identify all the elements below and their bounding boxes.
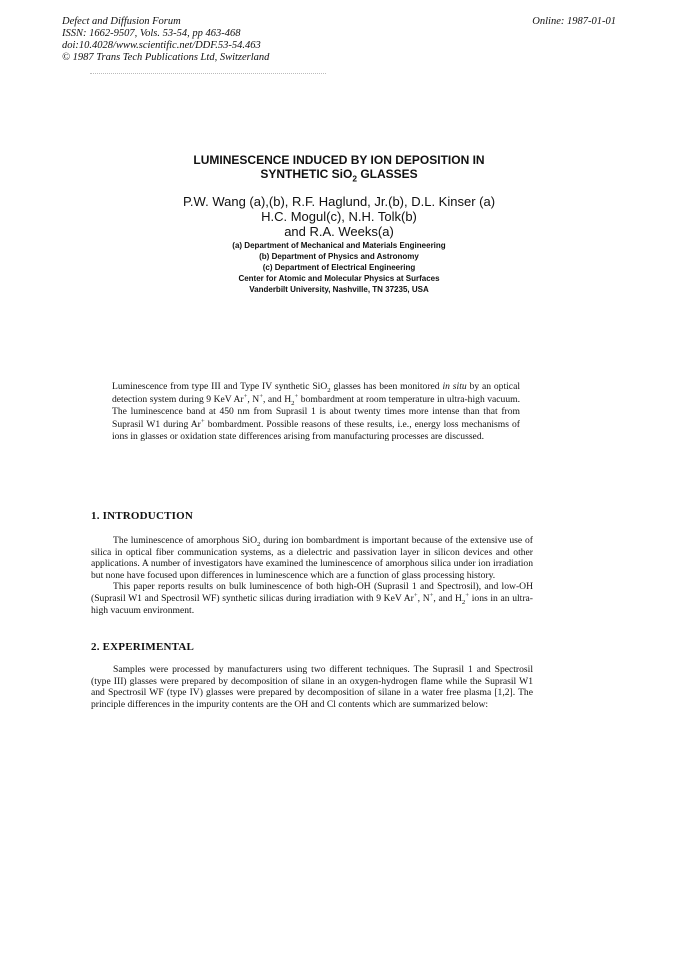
abstract-text-2: glasses has been monitored [330,381,443,392]
title-text-b: GLASSES [357,167,418,181]
abstract-text-4: , N [247,393,260,405]
doi-line[interactable]: doi:10.4028/www.scientific.net/DDF.53-54.463 [62,40,261,51]
intro-sub-2: 2 [461,598,466,606]
affiliation-a: (a) Department of Mechanical and Materials Engineering [232,241,446,250]
scan-artifact-divider [90,73,326,75]
intro-sup-2: + [429,591,434,599]
title-subscript: 2 [352,173,357,184]
intro-sup-3: + [465,591,470,599]
affiliation-university: Vanderbilt University, Nashville, TN 37235, USA [249,285,429,294]
affiliations [0,240,678,295]
abstract-paragraph [112,381,520,444]
paper-title-line-1: LUMINESCENCE INDUCED BY ION DEPOSITION IN [193,153,485,167]
affiliation-c: (c) Department of Electrical Engineering [262,263,416,272]
abstract-sup-3: + [294,392,299,400]
abstract-sup-2: + [259,392,263,400]
experimental-body [91,664,533,710]
intro-sup-1: + [413,591,418,599]
journal-header [62,16,269,64]
authors-line-1: P.W. Wang (a),(b), R.F. Haglund, Jr.(b), D.L. Kinser (a) [182,194,496,209]
abstract-italic: in situ [442,381,467,392]
intro-text-2a: This paper reports results on bulk luminescence of both high-OH (Suprasil 1 and Spectrosil), and low-OH (Suprasil W1 and Spectrosil WF) synthetic silicas during irradiation with 9 KeV Ar [91,581,533,604]
intro-text-2c: , and H [433,592,462,604]
journal-name: Defect and Diffusion Forum [62,16,181,27]
abstract-sub-1: 2 [327,386,331,394]
abstract-text-7: bombardment. Possible reasons of these results, i.e., energy loss mechanisms of ions in glasses or oxidation state differences arising from manufacturing processes are discussed. [112,418,521,443]
online-date: Online: 1987-01-01 [532,16,616,27]
introduction-body [91,535,533,616]
copyright-line: © 1987 Trans Tech Publications Ltd, Switzerland [62,52,270,63]
intro-text-2b: , N [417,592,430,604]
abstract-text-6: bombardment at room temperature in ultra-high vacuum. The luminescence band at 450 nm from Suprasil 1 is about twenty times more intense than that from Suprasil W1 during Ar [112,393,520,430]
intro-text-2d: ions in an ultra-high vacuum environment. [91,592,533,616]
title-text-a: SYNTHETIC SiO [260,167,353,181]
issn-line: ISSN: 1662-9507, Vols. 53-54, pp 463-468 [62,28,241,39]
intro-paragraph-2 [91,581,533,616]
section-heading-introduction: 1. INTRODUCTION [91,510,194,522]
intro-text-1b: during ion bombardment is important because of the extensive use of silica in optical fiber communication systems, as a dielectric and passivation layer in silicon devices and other applications. A number of investigators have examined the luminescence of amorphous silica under ion irradiation but none have focused upon differences in luminescence which are a function of glass processing history. [91,535,533,581]
paper-title-line-2 [0,167,678,184]
intro-paragraph-1 [91,535,533,581]
intro-sub-1: 2 [257,540,261,548]
abstract-text-5: , and H [263,393,292,405]
abstract-sup-4: + [200,417,205,425]
intro-text-1a: The luminescence of amorphous SiO [113,535,258,546]
experimental-paragraph-1: Samples were processed by manufacturers using two different techniques. The Suprasil 1 and Spectrosil (type III) glasses were prepared by decomposition of silane in an oxygen-hydrogen flame while the Suprasil W1 and Spectrosil WF (type IV) glasses were prepared by decomposition of silane in a water free plasma [1,2]. The principle differences in the impurity contents are the OH and Cl contents which are summarized below: [91,664,533,710]
authors-line-3: and R.A. Weeks(a) [284,224,394,239]
affiliation-b: (b) Department of Physics and Astronomy [259,252,419,261]
abstract-text-1: Luminescence from type III and Type IV synthetic SiO [112,381,328,392]
section-heading-experimental: 2. EXPERIMENTAL [91,641,195,653]
affiliation-center: Center for Atomic and Molecular Physics at Surfaces [238,274,440,283]
abstract-text-3: by an optical detection system during 9 KeV Ar [112,381,520,405]
author-list [0,194,678,239]
abstract-sup-1: + [243,392,248,400]
abstract-sub-2: 2 [291,399,295,407]
authors-line-2: H.C. Mogul(c), N.H. Tolk(b) [261,209,417,224]
